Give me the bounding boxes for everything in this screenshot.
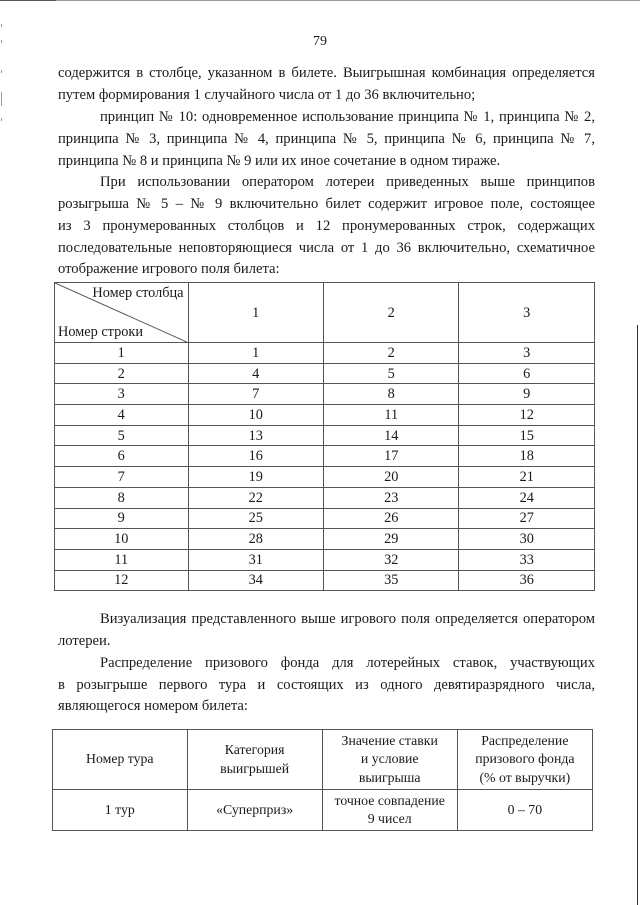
number-cell: 9: [459, 384, 595, 405]
text-line: являющегося номером билета:: [58, 698, 248, 714]
header-cell: [53, 730, 188, 790]
number-cell: 16: [188, 446, 323, 467]
cell-text-line: точное совпадение: [334, 792, 445, 808]
text-line: розыгрыша № 5 – № 9 включительно билет содержит игровое поле, состоящее: [58, 196, 595, 212]
number-cell: 35: [323, 570, 458, 591]
number-cell: 27: [459, 508, 595, 529]
number-cell: 34: [188, 570, 323, 591]
scan-right-edge: [637, 325, 638, 905]
row-number-cell: 6: [55, 446, 189, 467]
number-cell: 21: [459, 467, 595, 488]
cell-text-line: Категория: [224, 742, 285, 757]
column-number-label: Номер столбца: [92, 285, 184, 301]
table-row: [55, 446, 595, 467]
text-line: содержится в столбце, указанном в билете. Выигрышная комбинация определяется: [58, 65, 595, 81]
number-cell: 33: [459, 549, 595, 570]
row-number-cell: 2: [55, 363, 189, 384]
scan-left-mark: [1, 118, 2, 121]
table-row: [55, 508, 595, 529]
number-cell: 24: [459, 487, 595, 508]
text-line: принцип № 10: одновременное использование принципа № 1, принципа № 2,: [100, 109, 595, 125]
number-cell: 20: [323, 467, 458, 488]
number-cell: 11: [323, 405, 458, 426]
row-number-cell: 9: [55, 508, 189, 529]
number-cell: 12: [459, 405, 595, 426]
row-number-cell: 4: [55, 405, 189, 426]
table-row: [55, 405, 595, 426]
number-cell: 31: [188, 549, 323, 570]
number-cell: 8: [323, 384, 458, 405]
table-row: [55, 425, 595, 446]
text-line: Распределение призового фонда для лотерейных ставок, участвующих: [100, 655, 595, 671]
cell-text-line: призового фонда: [475, 751, 575, 767]
row-number-cell: 10: [55, 529, 189, 550]
number-cell: 2: [323, 343, 458, 364]
prize-distribution-table: [52, 729, 593, 831]
cell-text-line: и условие: [360, 751, 419, 767]
text-line: из 3 пронумерованных столбцов и 12 пронумерованных строк, содержащих: [58, 218, 595, 234]
cell-text-line: 0 – 70: [507, 801, 543, 817]
cell-text-line: «Суперприз»: [216, 801, 294, 817]
number-cell: 5: [323, 363, 458, 384]
text-line: принципа № 3, принципа № 4, принципа № 5, принципа № 6, принципа № 7,: [58, 131, 595, 147]
row-number-label: Номер строки: [58, 324, 143, 340]
data-cell: [322, 790, 457, 831]
number-cell: 22: [188, 487, 323, 508]
text-line: путем формирования 1 случайного числа от 1 до 36 включительно;: [58, 87, 476, 103]
header-cell: [457, 730, 592, 790]
data-cell: [457, 790, 592, 831]
data-cell: [53, 790, 188, 831]
table-row: [55, 363, 595, 384]
cell-text-line: выигрыша: [358, 769, 421, 785]
column-header: 2: [323, 283, 458, 343]
table-row: [55, 487, 595, 508]
number-cell: 26: [323, 508, 458, 529]
cell-text-line: 9 чисел: [367, 811, 412, 826]
number-cell: 23: [323, 487, 458, 508]
table-row: [55, 343, 595, 364]
number-cell: 17: [323, 446, 458, 467]
number-cell: 4: [188, 363, 323, 384]
number-cell: 13: [188, 425, 323, 446]
number-cell: 7: [188, 384, 323, 405]
text-line: При использовании оператором лотереи приведенных выше принципов: [100, 174, 595, 190]
scan-top-border: [0, 0, 640, 1]
number-cell: 10: [188, 405, 323, 426]
cell-text-line: Распределение: [481, 732, 569, 748]
table-row: [53, 790, 593, 831]
cell-text-line: выигрышей: [220, 760, 290, 776]
text-line: Визуализация представленного выше игрового поля определяется оператором: [100, 611, 595, 627]
table-header-row: [53, 730, 593, 790]
number-cell: 14: [323, 425, 458, 446]
header-cell: [187, 730, 322, 790]
number-cell: 25: [188, 508, 323, 529]
row-number-cell: 11: [55, 549, 189, 570]
number-cell: 28: [188, 529, 323, 550]
cell-text-line: Номер тура: [85, 751, 154, 767]
scan-left-mark: [1, 92, 2, 106]
text-line: принципа № 8 и принципа № 9 или их иное сочетание в одном тираже.: [58, 153, 501, 169]
number-cell: 1: [188, 343, 323, 364]
cell-text-line: Значение ставки: [341, 732, 438, 748]
number-cell: 6: [459, 363, 595, 384]
number-cell: 3: [459, 343, 595, 364]
row-number-cell: 3: [55, 384, 189, 405]
text-line: лотереи.: [58, 633, 111, 649]
header-cell: [322, 730, 457, 790]
number-cell: 36: [459, 570, 595, 591]
table-row: [55, 529, 595, 550]
column-header: 1: [188, 283, 323, 343]
text-line: отображение игрового поля билета:: [58, 261, 280, 277]
row-number-cell: 5: [55, 425, 189, 446]
number-cell: 32: [323, 549, 458, 570]
cell-text-line: (% от выручки): [479, 769, 571, 785]
number-cell: 29: [323, 529, 458, 550]
row-number-cell: 1: [55, 343, 189, 364]
scan-left-mark: [1, 24, 2, 27]
table-row: [55, 549, 595, 570]
table-row: [55, 384, 595, 405]
diagonal-header-cell: [55, 283, 189, 343]
row-number-cell: 12: [55, 570, 189, 591]
number-cell: 30: [459, 529, 595, 550]
table-row: [55, 570, 595, 591]
text-line: в розыгрыше первого тура и состоящих из одного девятиразрядного числа,: [58, 677, 595, 693]
text-line: последовательные неповторяющиеся числа от 1 до 36 включительно, схематичное: [58, 240, 595, 256]
number-cell: 19: [188, 467, 323, 488]
page-number: 79: [313, 34, 327, 49]
row-number-cell: 8: [55, 487, 189, 508]
scan-top-border-dark: [0, 0, 56, 1]
column-header: 3: [459, 283, 595, 343]
row-number-cell: 7: [55, 467, 189, 488]
game-field-table: [54, 282, 595, 591]
table-header-row: [55, 283, 595, 343]
scan-left-mark: [1, 70, 2, 73]
number-cell: 15: [459, 425, 595, 446]
number-cell: 18: [459, 446, 595, 467]
cell-text-line: 1 тур: [104, 801, 135, 817]
table-row: [55, 467, 595, 488]
data-cell: [187, 790, 322, 831]
